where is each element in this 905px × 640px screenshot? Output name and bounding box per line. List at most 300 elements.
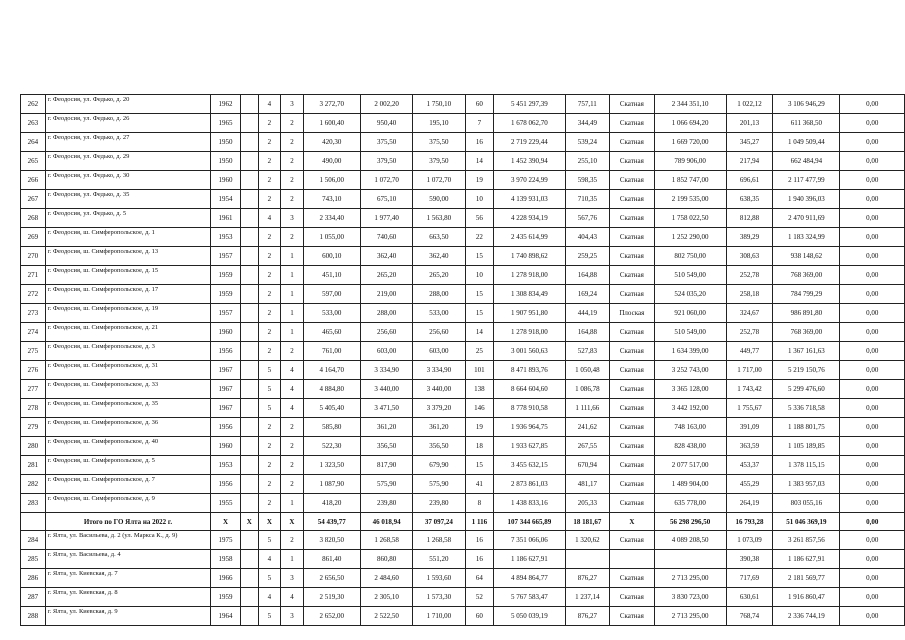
cell-residents: 56 — [465, 209, 494, 228]
cell-total-area: 1 087,90 — [303, 475, 360, 494]
cell-facade-repair-cost: 1 940 396,03 — [773, 190, 840, 209]
cell-address: г. Ялта, ул. Киевская, д. 8 — [45, 588, 211, 607]
cell-residents: 14 — [465, 323, 494, 342]
cell-facade-area: 812,88 — [726, 209, 773, 228]
cell-roof-repair-cost: 510 549,00 — [654, 323, 726, 342]
cell-roof-area: 205,33 — [565, 494, 610, 513]
cell-facade-repair-cost: 2 117 477,99 — [773, 171, 840, 190]
cell-residential-area: 1 563,80 — [413, 209, 465, 228]
cell-roof-type — [610, 550, 655, 569]
cell-floors: 5 — [258, 607, 281, 626]
cell-entrances: 4 — [281, 588, 304, 607]
cell-build-year-extra — [240, 266, 258, 285]
cell-roof-area: 1 320,62 — [565, 531, 610, 550]
cell-address: г. Феодосия, ш. Симферопольское, д. 1 — [45, 228, 211, 247]
cell-residential-area: 1 750,10 — [413, 95, 465, 114]
cell-repair-cost: 1 308 834,49 — [494, 285, 565, 304]
cell-row-number: 273 — [21, 304, 46, 323]
cell-facade-area: 630,61 — [726, 588, 773, 607]
cell-roof-repair-cost: 921 060,00 — [654, 304, 726, 323]
cell-living-area: 1 072,70 — [360, 171, 412, 190]
cell-row-number: 286 — [21, 569, 46, 588]
cell-build-year: 1958 — [211, 550, 241, 569]
cell-facade-repair-cost: 2 181 569,77 — [773, 569, 840, 588]
cell-build-year: 1960 — [211, 171, 241, 190]
cell-residential-area: 551,20 — [413, 550, 465, 569]
cell-address: г. Феодосия, ш. Симферопольское, д. 17 — [45, 285, 211, 304]
cell-build-year: 1956 — [211, 342, 241, 361]
cell-repair-cost: 8 778 910,58 — [494, 399, 565, 418]
cell-facade-area: 1 755,67 — [726, 399, 773, 418]
cell-other-cost: 0,00 — [840, 607, 905, 626]
cell-residential-area: 361,20 — [413, 418, 465, 437]
cell-floors: 5 — [258, 361, 281, 380]
cell-residents: 1 116 — [465, 513, 494, 531]
cell-roof-area: 267,55 — [565, 437, 610, 456]
cell-repair-cost: 1 907 951,80 — [494, 304, 565, 323]
cell-build-year-extra — [240, 247, 258, 266]
cell-residential-area: 3 334,90 — [413, 361, 465, 380]
cell-other-cost: 0,00 — [840, 228, 905, 247]
cell-facade-area: 252,78 — [726, 323, 773, 342]
cell-facade-repair-cost: 803 055,16 — [773, 494, 840, 513]
cell-row-number: 288 — [21, 607, 46, 626]
cell-residents: 10 — [465, 190, 494, 209]
cell-row-number: 266 — [21, 171, 46, 190]
cell-facade-repair-cost: 1 183 324,99 — [773, 228, 840, 247]
cell-address: г. Феодосия, ул. Федько, д. 30 — [45, 171, 211, 190]
cell-row-number: 269 — [21, 228, 46, 247]
cell-roof-repair-cost: 3 442 192,00 — [654, 399, 726, 418]
cell-repair-cost: 2 873 861,03 — [494, 475, 565, 494]
cell-total-area: 5 405,40 — [303, 399, 360, 418]
cell-residents: 25 — [465, 342, 494, 361]
table-row — [21, 569, 905, 588]
cell-roof-type: Скатная — [610, 342, 655, 361]
cell-facade-area: 768,74 — [726, 607, 773, 626]
cell-build-year: 1964 — [211, 607, 241, 626]
cell-roof-repair-cost: 3 830 723,00 — [654, 588, 726, 607]
cell-total-area: 54 439,77 — [303, 513, 360, 531]
cell-repair-cost: 1 438 833,16 — [494, 494, 565, 513]
cell-address: г. Феодосия, ш. Симферопольское, д. 40 — [45, 437, 211, 456]
cell-residential-area: 1 072,70 — [413, 171, 465, 190]
cell-build-year: 1967 — [211, 380, 241, 399]
cell-entrances: 3 — [281, 569, 304, 588]
cell-residents: 16 — [465, 550, 494, 569]
cell-facade-area: 363,59 — [726, 437, 773, 456]
cell-build-year-extra — [240, 569, 258, 588]
cell-floors: 2 — [258, 456, 281, 475]
cell-roof-repair-cost: 802 750,00 — [654, 247, 726, 266]
cell-roof-type: Скатная — [610, 228, 655, 247]
cell-living-area: 46 018,94 — [360, 513, 412, 531]
cell-residential-area: 575,90 — [413, 475, 465, 494]
cell-build-year-extra — [240, 152, 258, 171]
cell-entrances: 2 — [281, 133, 304, 152]
cell-roof-repair-cost: 1 634 399,00 — [654, 342, 726, 361]
cell-residential-area: 256,60 — [413, 323, 465, 342]
cell-build-year-extra — [240, 323, 258, 342]
cell-build-year: 1959 — [211, 588, 241, 607]
cell-entrances: 1 — [281, 494, 304, 513]
cell-row-number: 277 — [21, 380, 46, 399]
table-body — [21, 95, 905, 626]
cell-roof-repair-cost: 2 199 535,00 — [654, 190, 726, 209]
cell-living-area: 219,00 — [360, 285, 412, 304]
cell-residents: 64 — [465, 569, 494, 588]
cell-other-cost: 0,00 — [840, 437, 905, 456]
cell-roof-area: 164,88 — [565, 323, 610, 342]
cell-facade-area: 324,67 — [726, 304, 773, 323]
cell-other-cost: 0,00 — [840, 513, 905, 531]
cell-floors: 2 — [258, 152, 281, 171]
cell-other-cost: 0,00 — [840, 95, 905, 114]
cell-row-number: 280 — [21, 437, 46, 456]
cell-row-number: 285 — [21, 550, 46, 569]
cell-floors: 2 — [258, 171, 281, 190]
cell-build-year: 1953 — [211, 456, 241, 475]
cell-residents: 22 — [465, 228, 494, 247]
cell-total-area: 2 652,00 — [303, 607, 360, 626]
cell-build-year-extra — [240, 114, 258, 133]
cell-total-area: 2 656,50 — [303, 569, 360, 588]
cell-residential-area: 265,20 — [413, 266, 465, 285]
cell-repair-cost: 1 278 918,00 — [494, 323, 565, 342]
table-row — [21, 380, 905, 399]
cell-roof-type: Скатная — [610, 399, 655, 418]
cell-roof-type: Скатная — [610, 494, 655, 513]
cell-row-number: 268 — [21, 209, 46, 228]
cell-roof-type: Скатная — [610, 114, 655, 133]
cell-residential-area: 37 097,24 — [413, 513, 465, 531]
cell-facade-repair-cost: 938 148,62 — [773, 247, 840, 266]
cell-residents: 19 — [465, 418, 494, 437]
cell-residents: 15 — [465, 456, 494, 475]
cell-repair-cost: 8 664 604,60 — [494, 380, 565, 399]
cell-entrances: 2 — [281, 437, 304, 456]
cell-row-number: 274 — [21, 323, 46, 342]
cell-row-number — [21, 513, 46, 531]
table-row — [21, 456, 905, 475]
cell-address: Итого по ГО Ялта на 2022 г. — [45, 513, 211, 531]
cell-address: г. Феодосия, ш. Симферопольское, д. 35 — [45, 399, 211, 418]
cell-living-area: 2 484,60 — [360, 569, 412, 588]
cell-other-cost: 0,00 — [840, 418, 905, 437]
cell-repair-cost: 1 452 390,94 — [494, 152, 565, 171]
cell-address: г. Феодосия, ул. Федько, д. 27 — [45, 133, 211, 152]
cell-other-cost: 0,00 — [840, 152, 905, 171]
cell-roof-repair-cost: 1 669 720,00 — [654, 133, 726, 152]
cell-roof-repair-cost: 1 066 694,20 — [654, 114, 726, 133]
table-row — [21, 607, 905, 626]
cell-repair-cost: 1 740 898,62 — [494, 247, 565, 266]
cell-residents: 15 — [465, 247, 494, 266]
cell-address: г. Феодосия, ш. Симферопольское, д. 15 — [45, 266, 211, 285]
cell-total-area: 1 506,00 — [303, 171, 360, 190]
cell-facade-area: 696,61 — [726, 171, 773, 190]
cell-facade-repair-cost: 5 336 718,58 — [773, 399, 840, 418]
cell-roof-area: 18 181,67 — [565, 513, 610, 531]
cell-build-year: 1956 — [211, 418, 241, 437]
cell-entrances: 1 — [281, 285, 304, 304]
cell-roof-repair-cost: 2 077 517,00 — [654, 456, 726, 475]
cell-total-area: 1 055,00 — [303, 228, 360, 247]
cell-facade-area: 1 717,00 — [726, 361, 773, 380]
cell-entrances: 2 — [281, 114, 304, 133]
cell-build-year: 1955 — [211, 494, 241, 513]
cell-roof-repair-cost: 828 438,00 — [654, 437, 726, 456]
cell-facade-repair-cost: 1 049 509,44 — [773, 133, 840, 152]
cell-residents: 16 — [465, 133, 494, 152]
table-row — [21, 266, 905, 285]
cell-total-area: 490,00 — [303, 152, 360, 171]
cell-build-year-extra — [240, 588, 258, 607]
cell-living-area: 379,50 — [360, 152, 412, 171]
cell-roof-area: 404,43 — [565, 228, 610, 247]
cell-roof-type: Плоская — [610, 304, 655, 323]
cell-floors: 2 — [258, 285, 281, 304]
cell-address: г. Феодосия, ул. Федько, д. 26 — [45, 114, 211, 133]
cell-other-cost: 0,00 — [840, 247, 905, 266]
cell-living-area: 1 977,40 — [360, 209, 412, 228]
cell-floors: 4 — [258, 588, 281, 607]
cell-total-area: 1 600,40 — [303, 114, 360, 133]
cell-floors: 4 — [258, 209, 281, 228]
cell-roof-area: 1 111,66 — [565, 399, 610, 418]
cell-facade-area: 638,35 — [726, 190, 773, 209]
cell-address: г. Ялта, ул. Киевская, д. 9 — [45, 607, 211, 626]
cell-address: г. Феодосия, ул. Федько, д. 35 — [45, 190, 211, 209]
cell-roof-area: 481,17 — [565, 475, 610, 494]
cell-roof-type: Скатная — [610, 171, 655, 190]
table-row — [21, 588, 905, 607]
cell-roof-area: 757,11 — [565, 95, 610, 114]
cell-address: г. Феодосия, ш. Симферопольское, д. 3 — [45, 342, 211, 361]
cell-other-cost: 0,00 — [840, 304, 905, 323]
cell-facade-repair-cost: 1 378 115,15 — [773, 456, 840, 475]
table-row — [21, 114, 905, 133]
table-row — [21, 418, 905, 437]
cell-row-number: 263 — [21, 114, 46, 133]
cell-roof-repair-cost: 2 344 351,10 — [654, 95, 726, 114]
cell-residents: 15 — [465, 285, 494, 304]
cell-floors: 2 — [258, 228, 281, 247]
cell-total-area: 522,30 — [303, 437, 360, 456]
cell-residents: 146 — [465, 399, 494, 418]
cell-facade-area: 252,78 — [726, 266, 773, 285]
cell-roof-area: 567,76 — [565, 209, 610, 228]
cell-residents: 15 — [465, 304, 494, 323]
cell-repair-cost: 3 001 560,63 — [494, 342, 565, 361]
cell-roof-repair-cost: 748 163,00 — [654, 418, 726, 437]
cell-build-year-extra — [240, 531, 258, 550]
cell-build-year-extra — [240, 418, 258, 437]
cell-facade-repair-cost: 1 186 627,91 — [773, 550, 840, 569]
cell-facade-repair-cost: 3 106 946,29 — [773, 95, 840, 114]
cell-address: г. Феодосия, ул. Федько, д. 5 — [45, 209, 211, 228]
cell-facade-repair-cost: 51 046 369,19 — [773, 513, 840, 531]
cell-living-area: 950,40 — [360, 114, 412, 133]
cell-residential-area: 195,10 — [413, 114, 465, 133]
cell-roof-area: 539,24 — [565, 133, 610, 152]
cell-floors: 5 — [258, 399, 281, 418]
cell-roof-area: 241,62 — [565, 418, 610, 437]
cell-entrances: 1 — [281, 266, 304, 285]
cell-repair-cost: 2 435 614,99 — [494, 228, 565, 247]
cell-build-year-extra: X — [240, 513, 258, 531]
cell-other-cost: 0,00 — [840, 190, 905, 209]
cell-roof-type: Скатная — [610, 531, 655, 550]
cell-residential-area: 362,40 — [413, 247, 465, 266]
cell-entrances: 1 — [281, 247, 304, 266]
cell-living-area: 817,90 — [360, 456, 412, 475]
cell-residential-area: 663,50 — [413, 228, 465, 247]
cell-address: г. Феодосия, ш. Симферопольское, д. 13 — [45, 247, 211, 266]
cell-build-year: 1954 — [211, 190, 241, 209]
cell-build-year: 1959 — [211, 285, 241, 304]
cell-build-year: 1965 — [211, 114, 241, 133]
cell-facade-repair-cost: 2 470 911,69 — [773, 209, 840, 228]
cell-floors: 5 — [258, 380, 281, 399]
cell-facade-repair-cost: 784 799,29 — [773, 285, 840, 304]
cell-facade-area: 455,29 — [726, 475, 773, 494]
cell-facade-repair-cost: 1 188 801,75 — [773, 418, 840, 437]
cell-entrances: X — [281, 513, 304, 531]
cell-roof-area: 876,27 — [565, 607, 610, 626]
cell-entrances: 2 — [281, 228, 304, 247]
cell-roof-repair-cost: 789 906,00 — [654, 152, 726, 171]
cell-other-cost: 0,00 — [840, 456, 905, 475]
cell-repair-cost: 4 228 934,19 — [494, 209, 565, 228]
cell-build-year: 1950 — [211, 133, 241, 152]
table-row — [21, 171, 905, 190]
cell-facade-repair-cost: 768 369,00 — [773, 323, 840, 342]
cell-other-cost: 0,00 — [840, 114, 905, 133]
cell-floors: 2 — [258, 494, 281, 513]
cell-roof-repair-cost: 56 298 296,50 — [654, 513, 726, 531]
table-row — [21, 95, 905, 114]
cell-total-area: 743,10 — [303, 190, 360, 209]
table-row — [21, 133, 905, 152]
cell-entrances: 2 — [281, 531, 304, 550]
cell-row-number: 276 — [21, 361, 46, 380]
cell-other-cost: 0,00 — [840, 209, 905, 228]
cell-other-cost: 0,00 — [840, 550, 905, 569]
cell-repair-cost: 4 894 864,77 — [494, 569, 565, 588]
cell-roof-type: Скатная — [610, 456, 655, 475]
cell-living-area: 361,20 — [360, 418, 412, 437]
cell-floors: 2 — [258, 133, 281, 152]
cell-residents: 138 — [465, 380, 494, 399]
cell-build-year-extra — [240, 304, 258, 323]
cell-build-year: X — [211, 513, 241, 531]
cell-repair-cost: 1 933 627,85 — [494, 437, 565, 456]
cell-residential-area: 1 268,58 — [413, 531, 465, 550]
cell-row-number: 287 — [21, 588, 46, 607]
cell-total-area: 4 884,80 — [303, 380, 360, 399]
table-row — [21, 494, 905, 513]
cell-residential-area: 375,50 — [413, 133, 465, 152]
cell-living-area: 2 305,10 — [360, 588, 412, 607]
cell-roof-area: 444,19 — [565, 304, 610, 323]
cell-facade-repair-cost: 662 484,94 — [773, 152, 840, 171]
cell-total-area: 451,10 — [303, 266, 360, 285]
cell-living-area: 603,00 — [360, 342, 412, 361]
cell-living-area: 3 471,50 — [360, 399, 412, 418]
cell-roof-type: Скатная — [610, 133, 655, 152]
cell-total-area: 420,30 — [303, 133, 360, 152]
cell-other-cost: 0,00 — [840, 133, 905, 152]
cell-repair-cost: 3 970 224,99 — [494, 171, 565, 190]
cell-build-year-extra — [240, 456, 258, 475]
table-row — [21, 228, 905, 247]
cell-entrances: 4 — [281, 399, 304, 418]
cell-residents: 7 — [465, 114, 494, 133]
cell-roof-repair-cost: 1 852 747,00 — [654, 171, 726, 190]
cell-roof-type: Скатная — [610, 209, 655, 228]
cell-facade-area: 449,77 — [726, 342, 773, 361]
cell-entrances: 2 — [281, 418, 304, 437]
cell-roof-type: Скатная — [610, 361, 655, 380]
cell-build-year-extra — [240, 550, 258, 569]
cell-other-cost: 0,00 — [840, 361, 905, 380]
cell-residential-area: 1 573,30 — [413, 588, 465, 607]
table-row — [21, 531, 905, 550]
cell-residential-area: 1 593,60 — [413, 569, 465, 588]
table-row — [21, 190, 905, 209]
cell-address: г. Феодосия, ул. Федько, д. 29 — [45, 152, 211, 171]
cell-living-area: 288,00 — [360, 304, 412, 323]
cell-floors: 2 — [258, 114, 281, 133]
cell-residents: 14 — [465, 152, 494, 171]
cell-roof-area: 1 237,14 — [565, 588, 610, 607]
cell-entrances: 1 — [281, 323, 304, 342]
cell-floors: 2 — [258, 266, 281, 285]
cell-other-cost: 0,00 — [840, 531, 905, 550]
cell-repair-cost: 5 050 039,19 — [494, 607, 565, 626]
cell-other-cost: 0,00 — [840, 399, 905, 418]
cell-build-year-extra — [240, 95, 258, 114]
cell-roof-type: Скатная — [610, 588, 655, 607]
cell-roof-type: Скатная — [610, 152, 655, 171]
cell-address: г. Феодосия, ш. Симферопольское, д. 21 — [45, 323, 211, 342]
cell-repair-cost: 1 678 062,70 — [494, 114, 565, 133]
cell-roof-area: 344,49 — [565, 114, 610, 133]
cell-residential-area: 533,00 — [413, 304, 465, 323]
cell-roof-repair-cost: 4 089 208,50 — [654, 531, 726, 550]
cell-roof-repair-cost: 3 252 743,00 — [654, 361, 726, 380]
cell-repair-cost: 5 451 297,39 — [494, 95, 565, 114]
cell-roof-type: Скатная — [610, 190, 655, 209]
cell-living-area: 860,80 — [360, 550, 412, 569]
cell-roof-type: Скатная — [610, 247, 655, 266]
cell-build-year: 1957 — [211, 247, 241, 266]
cell-roof-area: 527,83 — [565, 342, 610, 361]
cell-build-year: 1961 — [211, 209, 241, 228]
cell-total-area: 4 164,70 — [303, 361, 360, 380]
cell-roof-type: Скатная — [610, 266, 655, 285]
cell-row-number: 264 — [21, 133, 46, 152]
cell-repair-cost: 107 344 665,89 — [494, 513, 565, 531]
cell-roof-type: Скатная — [610, 607, 655, 626]
cell-residents: 16 — [465, 531, 494, 550]
cell-repair-cost: 4 139 931,03 — [494, 190, 565, 209]
table-row — [21, 323, 905, 342]
cell-floors: 4 — [258, 550, 281, 569]
table-row — [21, 399, 905, 418]
cell-living-area: 2 002,20 — [360, 95, 412, 114]
